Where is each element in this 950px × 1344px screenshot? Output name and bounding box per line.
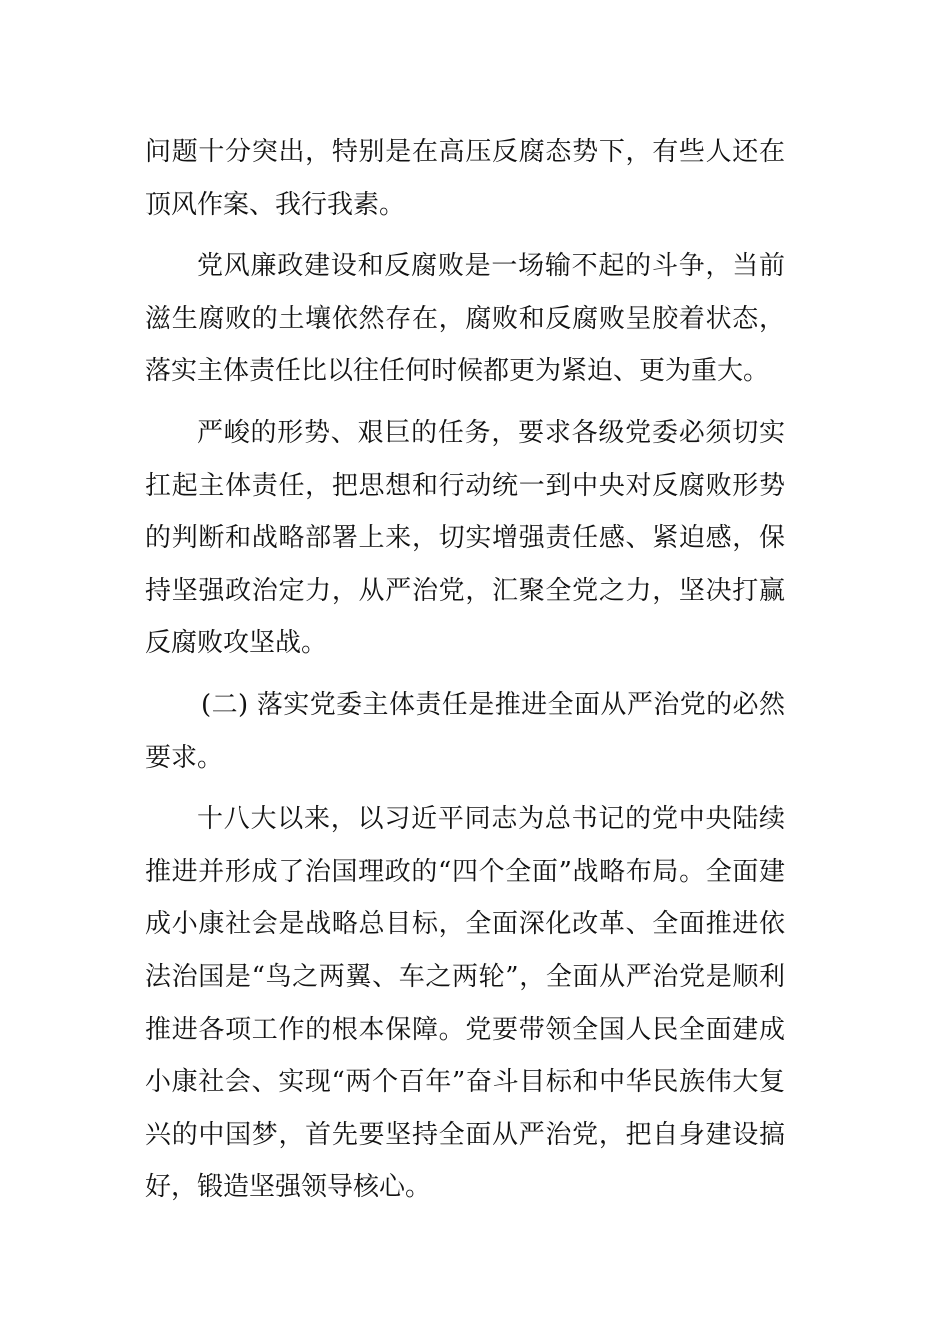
paragraph-continuation: 问题十分突出，特别是在高压反腐态势下，有些人还在顶风作案、我行我素。 (145, 137, 785, 220)
paragraph-anti-corruption-struggle: 党风廉政建设和反腐败是一场输不起的斗争，当前滋生腐败的土壤依然存在，腐败和反腐败呈胶着状态，落实主体责任比以往任何时候都更为紧迫、更为重大。 (145, 251, 785, 387)
paragraph-four-comprehensives: 十八大以来，以习近平同志为总书记的党中央陆续推进并形成了治国理政的“四个全面”战略布局。全面建成小康社会是战略总目标，全面深化改革、全面推进依法治国是“鸟之两翼、车之两轮”，全面从严治党是顺利推进各项工作的根本保障。党要带领全国人民全面建成小康社会、实现“两个百年”奋斗目标和中华民族伟大复兴的中国梦，首先要坚持全面从严治党，把自身建设搞好，锻造坚强领导核心。 (145, 804, 785, 1203)
document-page (145, 126, 785, 1223)
paragraph-severe-situation: 严峻的形势、艰巨的任务，要求各级党委必须切实扛起主体责任，把思想和行动统一到中央对反腐败形势的判断和战略部署上来，切实增强责任感、紧迫感，保持坚强政治定力，从严治党，汇聚全党之力，坚决打赢反腐败攻坚战。 (145, 417, 785, 659)
section-heading-two: (二) 落实党委主体责任是推进全面从严治党的必然要求。 (145, 689, 785, 773)
